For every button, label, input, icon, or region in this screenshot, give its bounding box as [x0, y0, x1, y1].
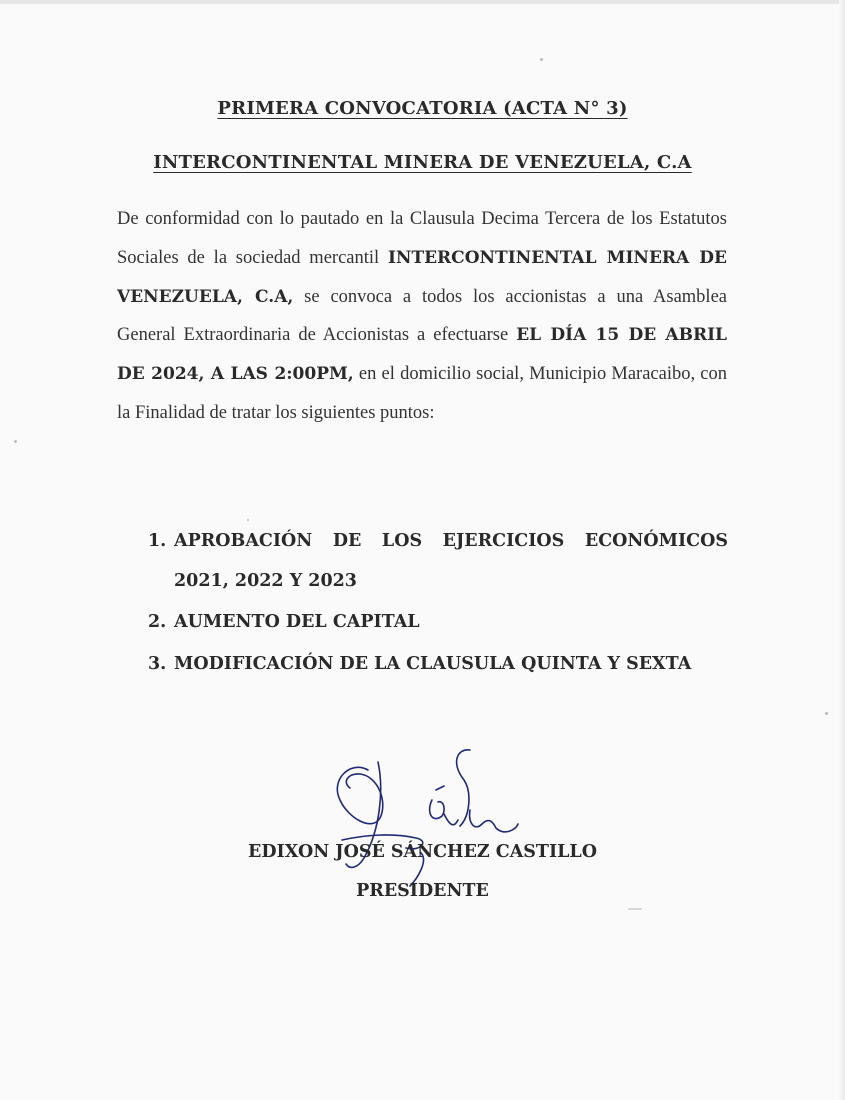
- agenda-item: [148, 603, 728, 643]
- company-header: INTERCONTINENTAL MINERA DE VENEZUELA, C.A: [153, 152, 692, 173]
- agenda-item-number: 3.: [148, 653, 167, 674]
- scan-speck: [247, 519, 249, 521]
- agenda-item-number: 2.: [148, 612, 167, 632]
- scan-speck: [540, 58, 543, 61]
- body-text: se convoca a todos los accionistas a una Asamblea General Extraordinaria de Accionistas a efectuarse: [117, 286, 727, 346]
- handwritten-signature: [320, 740, 530, 890]
- scan-speck: [14, 440, 17, 443]
- body-text: De conformidad con lo pautado en la Clausula Decima Tercera de los Estatutos Sociales de la sociedad mercantil: [117, 209, 727, 268]
- scan-edge: [0, 0, 845, 4]
- agenda-list: [148, 522, 728, 686]
- agenda-item-text: AUMENTO DEL CAPITAL: [174, 612, 420, 632]
- signatory-name: EDIXON JOSÉ SÁNCHEZ CASTILLO: [248, 842, 597, 862]
- agenda-item: [148, 522, 728, 601]
- scan-speck: [628, 908, 642, 910]
- agenda-item-number: 1.: [148, 531, 167, 551]
- agenda-item-text: MODIFICACIÓN DE LA CLAUSULA QUINTA Y SEXTA: [174, 653, 692, 674]
- agenda-item-text: APROBACIÓN DE LOS EJERCICIOS ECONÓMICOS 2021, 2022 Y 2023: [174, 531, 728, 591]
- agenda-item: [148, 645, 728, 685]
- meeting-date-time: EL DÍA 15 DE ABRIL DE 2024, A LAS 2:00PM,: [117, 325, 728, 385]
- body-text: en el domicilio social, Municipio Maracaibo, con la Finalidad de tratar los siguientes puntos:: [117, 364, 727, 423]
- body-paragraph: [117, 200, 727, 433]
- signatory-role: PRESIDENTE: [356, 881, 489, 901]
- company-name: INTERCONTINENTAL MINERA DE VENEZUELA, C.A,: [117, 247, 727, 307]
- document-title: PRIMERA CONVOCATORIA (ACTA N° 3): [217, 98, 628, 119]
- scan-speck: [825, 712, 828, 715]
